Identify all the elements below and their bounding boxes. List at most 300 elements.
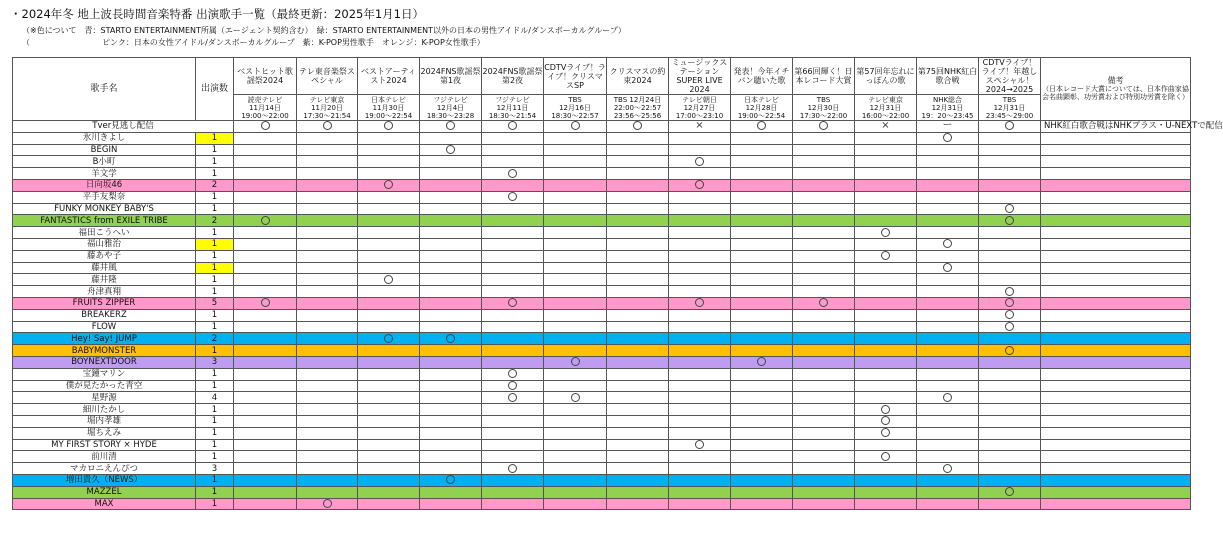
appearance-cell bbox=[234, 274, 297, 286]
appearance-cell bbox=[669, 297, 731, 309]
appearance-cell bbox=[297, 168, 358, 180]
appearance-cell bbox=[544, 227, 607, 239]
appearance-cell bbox=[979, 262, 1041, 274]
table-row bbox=[13, 345, 1191, 357]
appearance-cell bbox=[793, 203, 855, 215]
appearance-cell bbox=[607, 439, 669, 451]
appearance-cell bbox=[793, 463, 855, 475]
appearance-circle-mark bbox=[261, 216, 270, 225]
appearance-cell bbox=[358, 179, 420, 191]
appearance-cell bbox=[482, 451, 544, 463]
program-name-header: テレ東音楽祭スペシャル bbox=[297, 58, 358, 95]
appearance-cell bbox=[793, 121, 855, 133]
appearance-cell bbox=[669, 404, 731, 416]
appearance-cell bbox=[358, 380, 420, 392]
appearance-cell bbox=[917, 498, 979, 510]
appearance-cell bbox=[420, 297, 482, 309]
appearance-cell bbox=[917, 309, 979, 321]
appearance-cell bbox=[979, 404, 1041, 416]
appearance-cell bbox=[855, 274, 917, 286]
appearance-cell bbox=[855, 121, 917, 133]
appearance-circle-mark bbox=[571, 393, 580, 402]
appearance-cell bbox=[669, 368, 731, 380]
appearance-cell bbox=[420, 427, 482, 439]
appearance-cell bbox=[358, 132, 420, 144]
appearance-cell bbox=[607, 262, 669, 274]
appearance-count: 1 bbox=[196, 227, 234, 239]
appearance-cell bbox=[234, 215, 297, 227]
table-row bbox=[13, 132, 1191, 144]
appearance-cell bbox=[420, 132, 482, 144]
appearance-circle-mark bbox=[1005, 204, 1014, 213]
appearance-cell bbox=[297, 321, 358, 333]
artist-name: BOYNEXTDOOR bbox=[13, 356, 196, 368]
appearance-circle-mark bbox=[633, 121, 642, 130]
appearance-cell bbox=[420, 215, 482, 227]
appearance-cell bbox=[358, 168, 420, 180]
appearance-cell bbox=[855, 238, 917, 250]
appearance-cell bbox=[607, 474, 669, 486]
appearance-cell bbox=[482, 203, 544, 215]
appearance-cell bbox=[607, 356, 669, 368]
color-legend-line-1: （※色について 青：STARTO ENTERTAINMENT所属（エージェント契約含む） 緑：STARTO ENTERTAINMENT以外の日本の男性アイドル/ダンスボーカルグループ） bbox=[22, 26, 626, 35]
appearance-cell bbox=[544, 439, 607, 451]
table-row bbox=[13, 356, 1191, 368]
appearance-cell bbox=[482, 463, 544, 475]
appearance-cell bbox=[917, 486, 979, 498]
table-row bbox=[13, 463, 1191, 475]
artist-name: 藤井風 bbox=[13, 262, 196, 274]
row-note bbox=[1041, 156, 1191, 168]
appearance-cell bbox=[607, 368, 669, 380]
appearance-count: 2 bbox=[196, 215, 234, 227]
appearance-cell bbox=[607, 404, 669, 416]
appearance-cell bbox=[793, 415, 855, 427]
appearance-cell bbox=[669, 274, 731, 286]
artist-name: 星野源 bbox=[13, 392, 196, 404]
appearance-cell bbox=[669, 333, 731, 345]
appearance-cell bbox=[669, 356, 731, 368]
appearance-cell bbox=[297, 286, 358, 298]
appearance-cell bbox=[358, 309, 420, 321]
appearance-circle-mark bbox=[1005, 346, 1014, 355]
appearance-cell bbox=[544, 404, 607, 416]
artist-name: 堀内孝雄 bbox=[13, 415, 196, 427]
appearance-circle-mark bbox=[881, 428, 890, 437]
program-time: 19:00～22:54 bbox=[737, 111, 786, 120]
appearance-cell bbox=[297, 121, 358, 133]
appearance-cell bbox=[917, 227, 979, 239]
program-date: 11月30日 bbox=[372, 103, 405, 112]
appearance-cell bbox=[607, 415, 669, 427]
appearance-cell bbox=[358, 356, 420, 368]
appearance-circle-mark bbox=[943, 133, 952, 142]
appearance-cell bbox=[358, 427, 420, 439]
artist-name: BREAKERZ bbox=[13, 309, 196, 321]
artist-name: B小町 bbox=[13, 156, 196, 168]
appearance-cell bbox=[793, 356, 855, 368]
appearance-cell bbox=[297, 309, 358, 321]
appearance-count: 1 bbox=[196, 345, 234, 357]
appearance-circle-mark bbox=[261, 121, 270, 130]
appearance-cell bbox=[793, 451, 855, 463]
appearance-cell bbox=[482, 345, 544, 357]
appearance-cell bbox=[607, 227, 669, 239]
program-time: 19：20～23:45 bbox=[921, 111, 974, 120]
appearance-cell bbox=[420, 368, 482, 380]
appearance-cell bbox=[669, 451, 731, 463]
appearance-circle-mark bbox=[757, 121, 766, 130]
appearance-circle-mark bbox=[881, 251, 890, 260]
appearance-cell bbox=[855, 404, 917, 416]
program-network: テレビ東京 bbox=[868, 95, 903, 104]
appearance-count: 1 bbox=[196, 486, 234, 498]
program-broadcast-info bbox=[731, 95, 793, 121]
program-date: 12月16日 bbox=[559, 103, 591, 112]
appearance-cell bbox=[979, 274, 1041, 286]
appearance-cell bbox=[731, 144, 793, 156]
appearance-circle-mark bbox=[446, 145, 455, 154]
appearance-cell bbox=[607, 179, 669, 191]
appearance-cell bbox=[297, 132, 358, 144]
appearance-cell bbox=[917, 168, 979, 180]
appearance-circle-mark bbox=[323, 121, 332, 130]
appearance-cell bbox=[420, 392, 482, 404]
artist-name: FANTASTICS from EXILE TRIBE bbox=[13, 215, 196, 227]
appearance-cell bbox=[358, 368, 420, 380]
appearance-cell bbox=[607, 451, 669, 463]
appearance-cell bbox=[855, 415, 917, 427]
appearance-cell bbox=[917, 297, 979, 309]
table-row bbox=[13, 250, 1191, 262]
appearance-cell bbox=[855, 368, 917, 380]
appearance-cell bbox=[979, 463, 1041, 475]
appearance-count: 3 bbox=[196, 463, 234, 475]
appearance-cell bbox=[420, 333, 482, 345]
program-date: 12月31日 bbox=[931, 103, 964, 112]
note-header-sub: （日本レコード大賞については、日本作曲家協会名曲顕彰、功労賞および特別功労賞を除く） bbox=[1042, 85, 1189, 101]
row-note bbox=[1041, 451, 1191, 463]
appearance-cell bbox=[669, 415, 731, 427]
row-note bbox=[1041, 356, 1191, 368]
appearance-cell bbox=[420, 121, 482, 133]
appearance-cell bbox=[855, 309, 917, 321]
appearance-cell bbox=[731, 333, 793, 345]
appearance-circle-mark bbox=[323, 499, 332, 508]
appearance-cell bbox=[793, 227, 855, 239]
appearance-cell bbox=[917, 463, 979, 475]
count-column-header: 出演数 bbox=[196, 58, 234, 121]
appearance-cell bbox=[234, 333, 297, 345]
appearance-cell bbox=[669, 321, 731, 333]
appearance-cell bbox=[544, 179, 607, 191]
appearance-count: 1 bbox=[196, 238, 234, 250]
appearance-circle-mark bbox=[1005, 487, 1014, 496]
appearance-cell bbox=[793, 309, 855, 321]
appearance-cell bbox=[482, 427, 544, 439]
appearance-circle-mark bbox=[261, 298, 270, 307]
appearance-cell bbox=[607, 309, 669, 321]
table-row bbox=[13, 333, 1191, 345]
program-name-header: 発表！今年イチバン聴いた歌 bbox=[731, 58, 793, 95]
row-note bbox=[1041, 286, 1191, 298]
appearance-cell bbox=[482, 309, 544, 321]
appearance-cell bbox=[917, 321, 979, 333]
appearance-cell bbox=[793, 474, 855, 486]
row-note bbox=[1041, 380, 1191, 392]
program-network: NHK総合 bbox=[932, 95, 963, 104]
row-note bbox=[1041, 297, 1191, 309]
appearance-cell bbox=[979, 144, 1041, 156]
appearance-count: 1 bbox=[196, 474, 234, 486]
appearance-cell bbox=[979, 356, 1041, 368]
table-row bbox=[13, 286, 1191, 298]
appearance-cell bbox=[793, 191, 855, 203]
appearance-count: 1 bbox=[196, 156, 234, 168]
appearance-circle-mark bbox=[695, 180, 704, 189]
appearance-cell bbox=[297, 345, 358, 357]
appearance-cell bbox=[234, 427, 297, 439]
table-row bbox=[13, 238, 1191, 250]
appearance-cell bbox=[297, 156, 358, 168]
table-row bbox=[13, 474, 1191, 486]
appearance-cell bbox=[669, 380, 731, 392]
appearance-cell bbox=[482, 297, 544, 309]
row-note bbox=[1041, 168, 1191, 180]
appearance-cell bbox=[297, 356, 358, 368]
appearance-cell bbox=[917, 345, 979, 357]
appearance-cell bbox=[234, 191, 297, 203]
appearance-cell bbox=[297, 274, 358, 286]
appearance-circle-mark bbox=[695, 157, 704, 166]
appearance-cell bbox=[979, 156, 1041, 168]
appearance-cell bbox=[544, 121, 607, 133]
row-note bbox=[1041, 404, 1191, 416]
appearance-cell bbox=[669, 227, 731, 239]
appearance-cell bbox=[731, 179, 793, 191]
appearance-cell bbox=[358, 227, 420, 239]
appearance-cell bbox=[234, 144, 297, 156]
appearance-cell bbox=[297, 179, 358, 191]
appearance-cell bbox=[544, 321, 607, 333]
artist-name: 羊文学 bbox=[13, 168, 196, 180]
appearance-circle-mark bbox=[384, 275, 393, 284]
program-name-header: CDTVライブ！ライブ！クリスマスSP bbox=[544, 58, 607, 95]
appearance-count: 1 bbox=[196, 404, 234, 416]
no-stream-mark: × bbox=[881, 120, 890, 132]
appearance-cell bbox=[482, 486, 544, 498]
appearance-cell bbox=[979, 179, 1041, 191]
appearance-cell bbox=[731, 121, 793, 133]
appearance-cell bbox=[482, 474, 544, 486]
appearance-cell bbox=[731, 356, 793, 368]
row-note bbox=[1041, 132, 1191, 144]
note-column-header bbox=[1041, 58, 1191, 121]
appearance-cell bbox=[917, 262, 979, 274]
appearance-cell bbox=[297, 451, 358, 463]
appearance-count: 1 bbox=[196, 203, 234, 215]
appearance-cell bbox=[544, 144, 607, 156]
appearance-cell bbox=[297, 486, 358, 498]
appearance-cell bbox=[979, 439, 1041, 451]
artist-name: 僕が見たかった青空 bbox=[13, 380, 196, 392]
appearance-cell bbox=[420, 144, 482, 156]
appearance-cell bbox=[482, 286, 544, 298]
appearance-cell bbox=[358, 486, 420, 498]
appearance-circle-mark bbox=[881, 228, 890, 237]
appearance-circle-mark bbox=[1005, 298, 1014, 307]
appearance-cell bbox=[917, 286, 979, 298]
artist-name: BABYMONSTER bbox=[13, 345, 196, 357]
appearance-cell bbox=[917, 203, 979, 215]
appearance-cell bbox=[669, 121, 731, 133]
appearance-cell bbox=[855, 474, 917, 486]
appearance-cell bbox=[297, 404, 358, 416]
appearance-cell bbox=[731, 297, 793, 309]
appearance-circle-mark bbox=[943, 464, 952, 473]
appearance-circle-mark bbox=[508, 381, 517, 390]
appearance-cell bbox=[855, 286, 917, 298]
appearance-cell bbox=[234, 463, 297, 475]
appearance-cell bbox=[544, 498, 607, 510]
appearance-cell bbox=[979, 427, 1041, 439]
appearance-cell bbox=[855, 203, 917, 215]
appearance-cell bbox=[482, 227, 544, 239]
appearance-count: 3 bbox=[196, 356, 234, 368]
appearance-cell bbox=[544, 156, 607, 168]
appearance-cell bbox=[793, 368, 855, 380]
appearance-count: 1 bbox=[196, 168, 234, 180]
appearance-cell bbox=[917, 415, 979, 427]
appearance-cell bbox=[544, 250, 607, 262]
no-stream-mark: × bbox=[695, 120, 704, 132]
appearance-cell bbox=[855, 380, 917, 392]
program-name-header: ミュージックステーションSUPER LIVE 2024 bbox=[669, 58, 731, 95]
appearance-cell bbox=[607, 156, 669, 168]
row-note bbox=[1041, 498, 1191, 510]
not-applicable-mark: ー bbox=[942, 120, 953, 132]
tver-row bbox=[13, 121, 1191, 133]
appearance-cell bbox=[482, 415, 544, 427]
artist-name: 藤井隆 bbox=[13, 274, 196, 286]
appearance-cell bbox=[731, 498, 793, 510]
appearance-cell bbox=[607, 168, 669, 180]
appearance-cell bbox=[669, 168, 731, 180]
appearance-cell bbox=[482, 121, 544, 133]
appearance-circle-mark bbox=[384, 180, 393, 189]
program-broadcast-info bbox=[669, 95, 731, 121]
appearance-circle-mark bbox=[508, 121, 517, 130]
artist-name: 福山雅治 bbox=[13, 238, 196, 250]
program-name-header: CDTVライブ！ライブ！年越しスペシャル！2024→2025 bbox=[979, 58, 1041, 95]
appearance-cell bbox=[855, 156, 917, 168]
appearance-cell bbox=[731, 368, 793, 380]
appearance-cell bbox=[793, 132, 855, 144]
program-broadcast-info bbox=[544, 95, 607, 121]
appearance-cell bbox=[669, 238, 731, 250]
appearance-cell bbox=[793, 250, 855, 262]
appearance-cell bbox=[731, 345, 793, 357]
appearance-cell bbox=[544, 309, 607, 321]
appearance-cell bbox=[917, 368, 979, 380]
program-time: 18:30～21:54 bbox=[488, 111, 537, 120]
appearance-cell bbox=[482, 498, 544, 510]
appearance-count: 1 bbox=[196, 191, 234, 203]
appearance-cell bbox=[234, 451, 297, 463]
appearance-cell bbox=[855, 439, 917, 451]
appearance-cell bbox=[855, 179, 917, 191]
appearance-cell bbox=[482, 132, 544, 144]
table-row bbox=[13, 486, 1191, 498]
appearance-cell bbox=[917, 427, 979, 439]
appearance-cell bbox=[793, 262, 855, 274]
appearance-cell bbox=[669, 309, 731, 321]
appearance-cell bbox=[731, 215, 793, 227]
appearance-cell bbox=[793, 392, 855, 404]
appearance-cell bbox=[979, 333, 1041, 345]
appearance-cell bbox=[544, 203, 607, 215]
appearance-cell bbox=[793, 156, 855, 168]
appearance-cell bbox=[234, 156, 297, 168]
appearance-cell bbox=[420, 156, 482, 168]
appearance-cell bbox=[297, 203, 358, 215]
artist-name: MAZZEL bbox=[13, 486, 196, 498]
appearance-cell bbox=[297, 144, 358, 156]
appearance-cell bbox=[917, 179, 979, 191]
appearance-cell bbox=[607, 121, 669, 133]
row-note bbox=[1041, 144, 1191, 156]
artist-name: 宝鐘マリン bbox=[13, 368, 196, 380]
program-broadcast-info bbox=[420, 95, 482, 121]
appearance-cell bbox=[234, 286, 297, 298]
program-network: TBS bbox=[1002, 95, 1017, 104]
appearance-cell bbox=[358, 321, 420, 333]
appearance-cell bbox=[793, 486, 855, 498]
program-network: フジテレビ bbox=[433, 95, 468, 104]
appearance-cell bbox=[482, 439, 544, 451]
appearance-circle-mark bbox=[508, 464, 517, 473]
appearance-cell bbox=[420, 191, 482, 203]
appearance-cell bbox=[855, 427, 917, 439]
appearance-cell bbox=[297, 262, 358, 274]
row-note bbox=[1041, 215, 1191, 227]
appearance-cell bbox=[544, 368, 607, 380]
appearance-cell bbox=[793, 380, 855, 392]
appearance-cell bbox=[793, 286, 855, 298]
appearance-circle-mark bbox=[384, 121, 393, 130]
appearance-count: 1 bbox=[196, 415, 234, 427]
program-date: 12月11日 bbox=[496, 103, 529, 112]
appearance-cell bbox=[234, 498, 297, 510]
artist-name: Hey! Say! JUMP bbox=[13, 333, 196, 345]
appearance-cell bbox=[234, 474, 297, 486]
appearance-cell bbox=[917, 191, 979, 203]
appearance-circle-mark bbox=[1005, 322, 1014, 331]
appearance-cell bbox=[482, 333, 544, 345]
appearance-circle-mark bbox=[508, 393, 517, 402]
program-name-header: クリスマスの約束2024 bbox=[607, 58, 669, 95]
program-broadcast-info bbox=[917, 95, 979, 121]
table-row bbox=[13, 380, 1191, 392]
appearance-cell bbox=[731, 132, 793, 144]
appearance-cell bbox=[669, 215, 731, 227]
appearance-cell bbox=[358, 191, 420, 203]
appearance-cell bbox=[979, 498, 1041, 510]
table-row bbox=[13, 451, 1191, 463]
appearance-circle-mark bbox=[819, 298, 828, 307]
appearance-cell bbox=[420, 486, 482, 498]
program-time: 17:30～22:00 bbox=[799, 111, 848, 120]
